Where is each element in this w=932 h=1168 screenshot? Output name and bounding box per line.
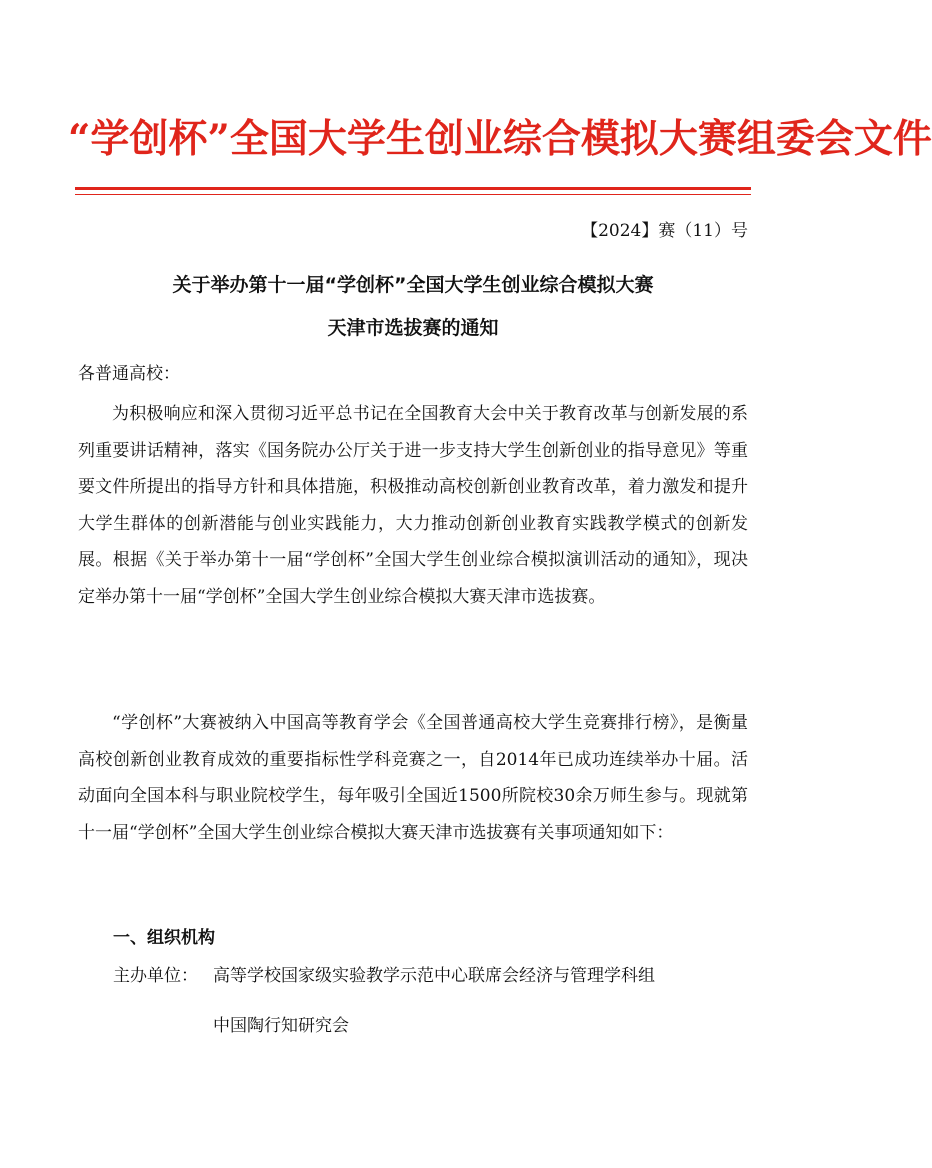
organizer-label: 主办单位： — [113, 966, 198, 986]
notice-title-line-2: 天津市选拔赛的通知 — [327, 317, 499, 339]
organizer-row — [113, 961, 655, 986]
masthead-title: “学创杯”全国大学生创业综合模拟大赛组委会文件 — [68, 116, 932, 162]
salutation: 各普通高校： — [78, 364, 180, 384]
masthead-rule-thin — [75, 194, 751, 195]
organizer-name-2: 中国陶行知研究会 — [213, 1016, 349, 1036]
body-paragraph-1: 为积极响应和深入贯彻习近平总书记在全国教育大会中关于教育改革与创新发展的系列重要讲话精神，落实《国务院办公厅关于进一步支持大学生创新创业的指导意见》等重要文件所提出的指导方针和具体措施，积极推动高校创新创业教育改革，着力激发和提升大学生群体的创新潜能与创业实践能力，大力推动创新创业教育实践教学模式的创新发展。根据《关于举办第十一届“学创杯”全国大学生创业综合模拟演训活动的通知》，现决定举办第十一届“学创杯”全国大学生创业综合模拟大赛天津市选拔赛。 — [78, 404, 748, 607]
notice-title-line-1: 关于举办第十一届“学创杯”全国大学生创业综合模拟大赛 — [172, 274, 654, 296]
document-number: 【2024】赛（11）号 — [581, 221, 748, 241]
section-heading-organization: 一、组织机构 — [113, 928, 215, 948]
body-paragraph-2: “学创杯”大赛被纳入中国高等教育学会《全国普通高校大学生竞赛排行榜》，是衡量高校创新创业教育成效的重要指标性学科竞赛之一，自2014年已成功连续举办十届。活动面向全国本科与职业院校学生，每年吸引全国近1500所院校30余万师生参与。现就第十一届“学创杯”全国大学生创业综合模拟大赛天津市选拔赛有关事项通知如下： — [78, 713, 748, 843]
organizer-name-1: 高等学校国家级实验教学示范中心联席会经济与管理学科组 — [213, 966, 655, 986]
masthead-rule-thick — [75, 187, 751, 190]
